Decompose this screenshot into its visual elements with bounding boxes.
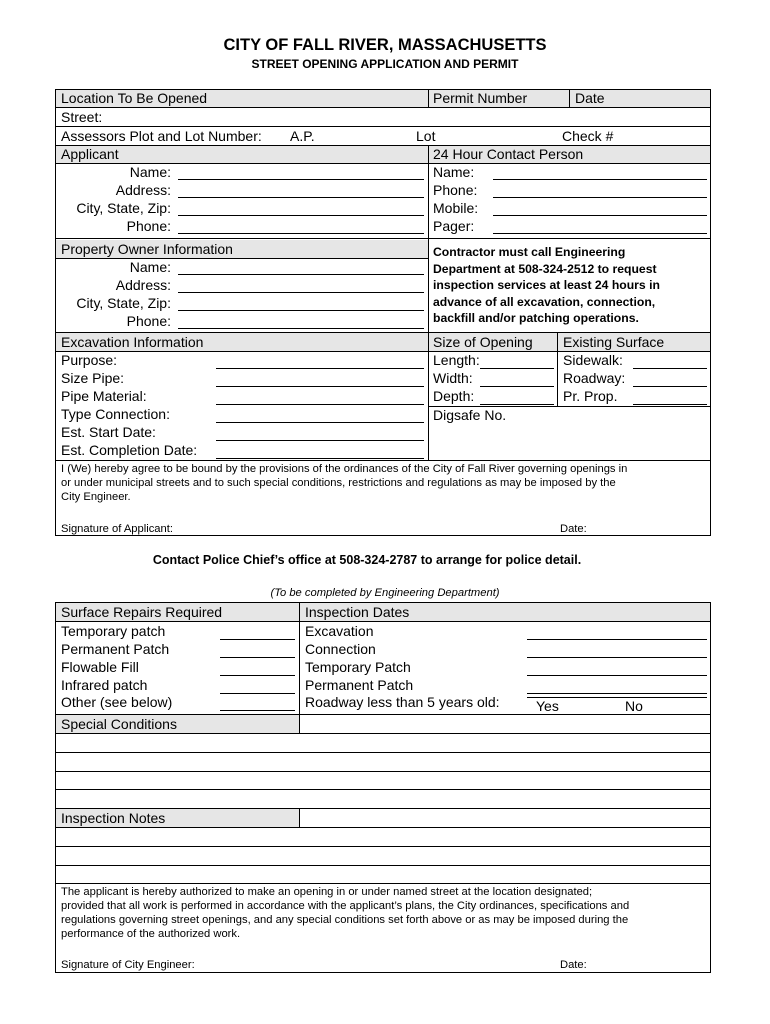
width-field[interactable] [480, 386, 554, 387]
contact-pager-label: Pager: [433, 218, 475, 234]
street-label: Street: [61, 109, 103, 125]
divider [299, 602, 300, 733]
divider [55, 126, 711, 127]
contact-phone-field[interactable] [493, 197, 707, 198]
inspection-item: Connection [305, 641, 376, 657]
applicant-heading: Applicant [61, 146, 119, 162]
purpose-field[interactable] [216, 368, 424, 369]
prprop-field[interactable] [633, 404, 707, 405]
divider [55, 621, 711, 622]
lot-label: Lot [416, 128, 436, 144]
engineer-signature-label: Signature of City Engineer: [61, 959, 195, 971]
divider [55, 865, 711, 866]
divider [299, 808, 300, 827]
width-label: Width: [433, 370, 473, 386]
divider [55, 332, 711, 333]
applicant-signature-date-label: Date: [560, 523, 587, 535]
depth-field[interactable] [480, 404, 554, 405]
start-date-field[interactable] [216, 440, 424, 441]
size-of-opening-heading: Size of Opening [433, 334, 533, 350]
depth-label: Depth: [433, 388, 475, 404]
repair-item: Temporary patch [61, 623, 166, 639]
contact-pager-field[interactable] [493, 233, 707, 234]
divider [55, 789, 711, 790]
contractor-notice-line: Contractor must call Engineering [433, 245, 626, 259]
divider [55, 107, 711, 108]
contractor-notice-line: Department at 508-324-2512 to request [433, 261, 657, 276]
owner-name-label: Name: [129, 259, 171, 275]
divider [569, 89, 570, 108]
pipe-material-field[interactable] [216, 404, 424, 405]
applicant-city-field[interactable] [178, 215, 424, 216]
sidewalk-label: Sidewalk: [563, 352, 623, 368]
roadway-age-label: Roadway less than 5 years old: [305, 694, 500, 710]
divider [55, 460, 711, 461]
applicant-signature-label: Signature of Applicant: [61, 523, 173, 535]
applicant-name-label: Name: [129, 164, 171, 180]
engineer-signature-date-label: Date: [560, 959, 587, 971]
inspection-notes-heading: Inspection Notes [61, 810, 166, 826]
divider [55, 238, 711, 239]
completion-date-field[interactable] [216, 458, 424, 459]
type-connection-field[interactable] [216, 422, 424, 423]
assessors-label: Assessors Plot and Lot Number: [61, 128, 262, 144]
yes-option[interactable]: Yes [536, 698, 559, 714]
form-title: CITY OF FALL RIVER, MASSACHUSETTS [223, 36, 547, 54]
contact-name-label: Name: [433, 164, 475, 180]
roadway-field[interactable] [633, 386, 707, 387]
owner-phone-field[interactable] [178, 328, 424, 329]
existing-surface-heading: Existing Surface [563, 334, 665, 350]
applicant-name-field[interactable] [178, 179, 424, 180]
authorization-line: performance of the authorized work. [61, 928, 241, 940]
repair-item: Flowable Fill [61, 659, 139, 675]
divider [557, 333, 558, 407]
date-label: Date [575, 90, 605, 106]
contractor-notice-line: backfill and/or patching operations. [433, 311, 639, 325]
size-pipe-label: Size Pipe: [61, 370, 125, 386]
other-field[interactable] [220, 710, 295, 711]
infrared-patch-field[interactable] [220, 693, 295, 694]
owner-name-field[interactable] [178, 274, 424, 275]
contractor-notice-line: advance of all excavation, connection, [433, 294, 656, 309]
completion-date-label: Est. Completion Date: [61, 442, 198, 458]
divider [55, 808, 711, 809]
length-field[interactable] [480, 368, 554, 369]
agreement-line: I (We) hereby agree to be bound by the provisions of the ordinances of the City of Fall River governing openings in [61, 463, 628, 475]
authorization-line: provided that all work is performed in accordance with the applicant’s plans, the City ordinances, specifications and [61, 900, 630, 912]
contact-mobile-field[interactable] [493, 215, 707, 216]
owner-address-label: Address: [115, 277, 171, 293]
authorization-line: The applicant is hereby authorized to make an opening in or under named street at the location designated; [61, 886, 593, 898]
pipe-material-label: Pipe Material: [61, 388, 147, 404]
digsafe-label: Digsafe No. [433, 407, 507, 423]
agreement-line: or under municipal streets and to such special conditions, restrictions and regulations as may be imposed by the [61, 477, 616, 489]
repair-item: Other (see below) [61, 694, 173, 710]
applicant-phone-label: Phone: [126, 218, 171, 234]
length-label: Length: [433, 352, 480, 368]
contractor-notice-line: inspection services at least 24 hours in [433, 278, 660, 292]
applicant-address-field[interactable] [178, 197, 424, 198]
form-subtitle: STREET OPENING APPLICATION AND PERMIT [251, 57, 519, 71]
repair-item: Permanent Patch [61, 641, 170, 657]
authorization-text [61, 885, 707, 941]
connection-date-field[interactable] [527, 657, 707, 658]
contact-24h-heading: 24 Hour Contact Person [433, 146, 584, 162]
authorization-line: regulations governing street openings, and any special conditions set forth above or as may be imposed during the [61, 914, 629, 926]
start-date-label: Est. Start Date: [61, 424, 156, 440]
roadway-label: Roadway: [563, 370, 626, 386]
contact-name-field[interactable] [493, 179, 707, 180]
surface-repairs-heading: Surface Repairs Required [61, 604, 223, 620]
inspection-item: Temporary Patch [305, 659, 411, 675]
repair-item: Infrared patch [61, 677, 148, 693]
contact-phone-label: Phone: [433, 182, 478, 198]
divider [55, 752, 711, 753]
divider [428, 89, 429, 108]
sidewalk-field[interactable] [633, 368, 707, 369]
divider [55, 145, 711, 146]
owner-city-label: City, State, Zip: [76, 295, 171, 311]
applicant-city-label: City, State, Zip: [76, 200, 171, 216]
agreement-text [61, 462, 707, 504]
owner-address-field[interactable] [178, 292, 424, 293]
permanent-patch-field[interactable] [220, 657, 295, 658]
engineering-note: (To be completed by Engineering Department) [270, 587, 500, 599]
location-heading: Location To Be Opened [61, 90, 208, 106]
permit-number-label: Permit Number [433, 90, 528, 106]
divider [55, 883, 711, 884]
ap-label: A.P. [290, 128, 315, 144]
owner-phone-label: Phone: [126, 313, 171, 329]
special-conditions-heading: Special Conditions [61, 716, 177, 732]
owner-city-field[interactable] [178, 310, 424, 311]
divider [55, 846, 711, 847]
divider [55, 771, 711, 772]
temporary-patch-date-field[interactable] [527, 675, 707, 676]
purpose-label: Purpose: [61, 352, 118, 368]
size-pipe-field[interactable] [216, 386, 424, 387]
inspection-item: Permanent Patch [305, 677, 414, 693]
divider [55, 733, 711, 734]
divider [55, 827, 711, 828]
check-label: Check # [562, 128, 614, 144]
divider [55, 714, 711, 715]
prprop-label: Pr. Prop. [563, 388, 618, 404]
agreement-line: City Engineer. [61, 491, 131, 503]
temporary-patch-field[interactable] [220, 639, 295, 640]
type-connection-label: Type Connection: [61, 406, 170, 422]
applicant-phone-field[interactable] [178, 233, 424, 234]
no-option[interactable]: No [625, 698, 643, 714]
permanent-patch-date-field[interactable] [527, 693, 707, 694]
owner-heading: Property Owner Information [61, 241, 233, 257]
divider [428, 145, 429, 460]
flowable-fill-field[interactable] [220, 675, 295, 676]
inspection-item: Excavation [305, 623, 374, 639]
applicant-address-label: Address: [115, 182, 171, 198]
contractor-notice [433, 244, 709, 327]
contact-mobile-label: Mobile: [433, 200, 479, 216]
excavation-date-field[interactable] [527, 639, 707, 640]
excavation-heading: Excavation Information [61, 334, 204, 350]
inspection-dates-heading: Inspection Dates [305, 604, 410, 620]
police-notice: Contact Police Chief’s office at 508-324-2787 to arrange for police detail. [152, 553, 582, 567]
